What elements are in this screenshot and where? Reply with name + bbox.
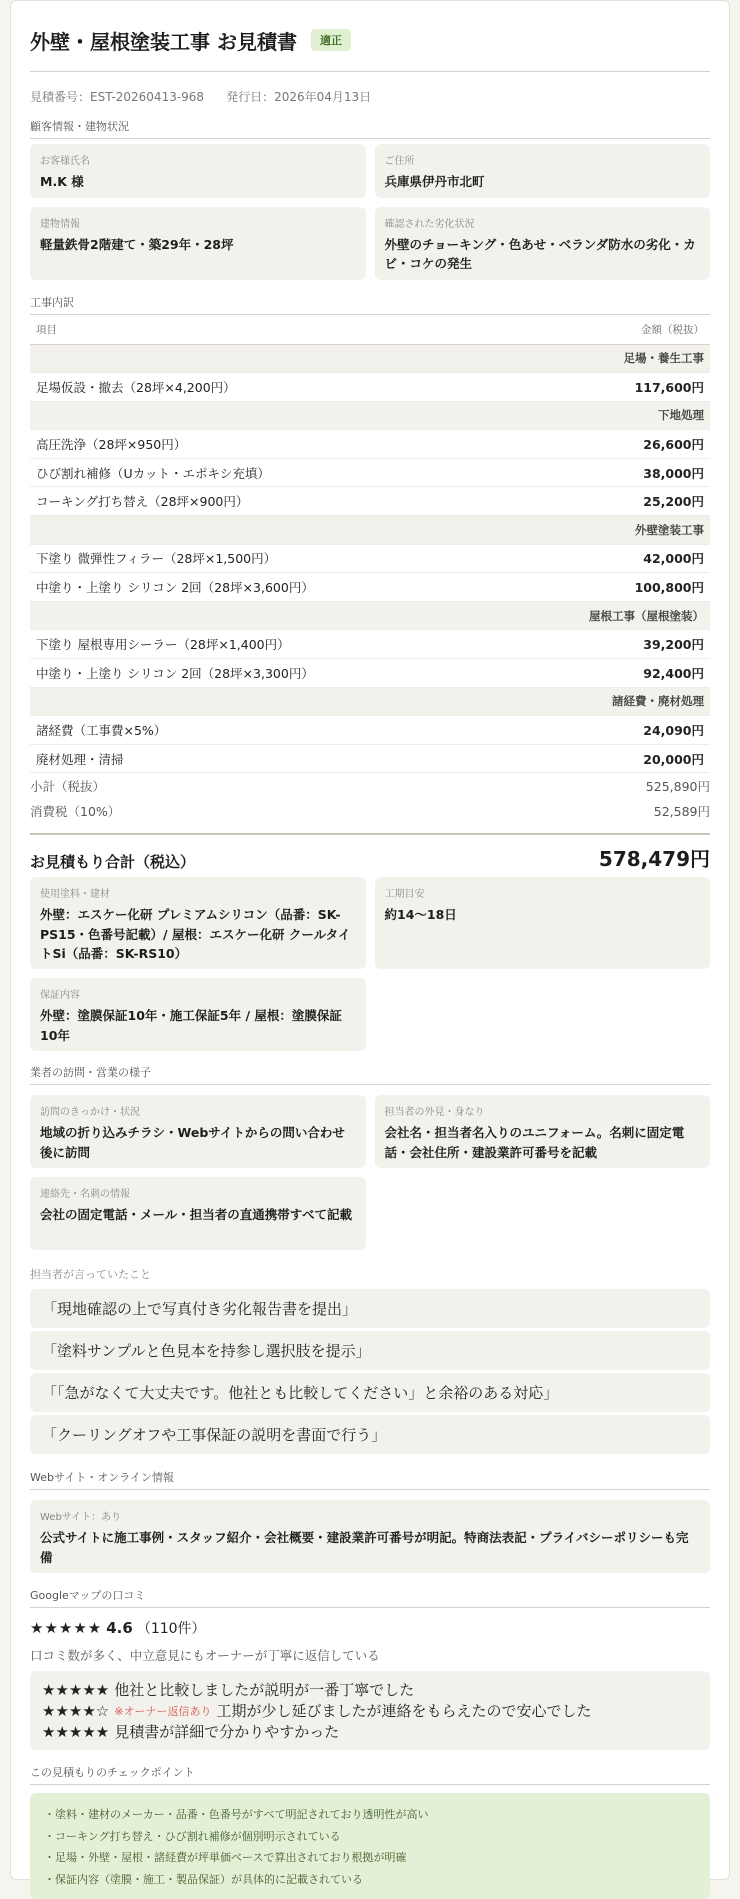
title-row [30, 23, 710, 57]
total-row [30, 846, 710, 872]
customer-name-card [30, 144, 366, 198]
checkpoint-item: ・保証内容（塗膜・施工・製品保証）が具体的に記載されている [44, 1872, 363, 1886]
item-name: 高圧洗浄（28坪×950円） [30, 430, 561, 459]
review-item [42, 1700, 698, 1721]
period-card [375, 877, 711, 969]
visit-trigger-card [30, 1095, 366, 1168]
google-rating [30, 1617, 710, 1639]
item-amount: 38,000円 [561, 458, 710, 487]
status-badge: 適正 [311, 29, 351, 51]
checkpoint-item: ・コーキング打ち替え・ひび割れ補修が個別明示されている [44, 1829, 341, 1843]
estimate-document [10, 0, 730, 1886]
item-amount: 26,600円 [561, 430, 710, 459]
category-label: 足場・養生工事 [30, 344, 710, 373]
contact-info: 会社の固定電話・メール・担当者の直通携帯すべて記載 [40, 1207, 353, 1223]
website-info: 公式サイトに施工事例・スタッフ紹介・会社概要・建設業許可番号が明記。特商法表記・プライバシーポリシーも完備 [40, 1530, 689, 1565]
appearance-card [375, 1095, 711, 1168]
customer-name-label: お客様氏名 [40, 156, 90, 167]
section-customer: 顧客情報・建物状況 [30, 118, 710, 139]
website-label: Webサイト：あり [40, 1512, 122, 1524]
damage-info: 外壁のチョーキング・色あせ・ベランダ防水の劣化・カビ・コケの発生 [384, 237, 696, 272]
category-row [30, 401, 710, 430]
category-label: 外壁塗装工事 [30, 516, 710, 545]
section-checkpoints: この見積もりのチェックポイント [30, 1764, 710, 1785]
table-row [30, 630, 710, 659]
rating-count: （110件） [136, 1621, 206, 1638]
warranty-card [30, 978, 366, 1051]
appearance-label: 担当者の外見・身なり [384, 1107, 485, 1119]
damage-label: 確認された劣化状況 [384, 219, 475, 230]
estimate-meta [30, 88, 710, 104]
customer-grid [30, 144, 710, 280]
review-stars: ★★★★★ [42, 1680, 110, 1699]
quote-item: 「「急がなくて大丈夫です。他社とも比較してください」と余裕のある対応」 [30, 1373, 710, 1412]
warranty-info: 外壁：塗膜保証10年・施工保証5年 / 屋根：塗膜保証10年 [40, 1008, 342, 1043]
customer-address-card [375, 144, 711, 198]
item-amount: 25,200円 [561, 487, 710, 516]
review-text: 他社と比較しましたが説明が一番丁寧でした [114, 1681, 415, 1700]
table-header-row [30, 316, 710, 344]
item-amount: 39,200円 [561, 630, 710, 659]
subtotal-value: 525,890円 [645, 778, 710, 794]
review-stars: ★★★★★ [42, 1722, 110, 1741]
table-row [30, 487, 710, 516]
visit-trigger-label: 訪問のきっかけ・状況 [40, 1107, 140, 1119]
item-amount: 117,600円 [561, 373, 710, 402]
total-label: お見積もり合計（税込） [30, 853, 196, 872]
subtotal-label: 小計（税抜） [30, 778, 106, 794]
item-name: 中塗り・上塗り シリコン 2回（28坪×3,300円） [30, 659, 561, 688]
review-stars: ★★★★☆ [42, 1701, 110, 1720]
page-title: 外壁・屋根塗装工事 お見積書 [30, 29, 297, 54]
category-label: 屋根工事（屋根塗装） [30, 601, 710, 630]
category-row [30, 344, 710, 373]
item-name: 廃材処理・清掃 [30, 744, 561, 773]
quote-item: 「現地確認の上で写真付き劣化報告書を提出」 [30, 1289, 710, 1328]
section-work: 工事内訳 [30, 294, 710, 315]
quote-list [30, 1289, 710, 1454]
table-row [30, 458, 710, 487]
website-card [30, 1500, 710, 1573]
subtotal-row [30, 773, 710, 798]
item-amount: 20,000円 [561, 744, 710, 773]
checkpoint-item: ・塗料・建材のメーカー・品番・色番号がすべて明記されており透明性が高い [44, 1808, 429, 1822]
tax-value: 52,589円 [653, 803, 710, 819]
estimate-number: 見積番号：EST-20260413-968 [30, 90, 205, 104]
table-row [30, 430, 710, 459]
section-visit: 業者の訪問・営業の様子 [30, 1064, 710, 1085]
divider [30, 71, 710, 72]
category-row [30, 601, 710, 630]
item-name: 足場仮設・撤去（28坪×4,200円） [30, 373, 561, 402]
section-website: Webサイト・オンライン情報 [30, 1469, 710, 1490]
item-amount: 42,000円 [561, 544, 710, 573]
section-google: Googleマップの口コミ [30, 1587, 710, 1608]
building-label: 建物情報 [40, 219, 80, 230]
table-row [30, 573, 710, 602]
checkpoint-list [30, 1793, 710, 1899]
category-row [30, 687, 710, 716]
item-name: コーキング打ち替え（28坪×900円） [30, 487, 561, 516]
review-text: 見積書が詳細で分かりやすかった [114, 1723, 340, 1742]
review-item [42, 1679, 698, 1700]
issue-date: 発行日：2026年04月13日 [226, 90, 372, 104]
item-name: ひび割れ補修（Uカット・エポキシ充填） [30, 458, 561, 487]
owner-reply-tag: ※オーナー返信あり [114, 1704, 212, 1718]
category-label: 諸経費・廃材処理 [30, 687, 710, 716]
table-row [30, 544, 710, 573]
damage-card [375, 207, 711, 280]
visit-grid [30, 1095, 710, 1250]
material-card [30, 877, 366, 969]
building-card [30, 207, 366, 280]
details-grid [30, 877, 710, 1051]
customer-name: M.K 様 [40, 174, 84, 189]
item-name: 諸経費（工事費×5%） [30, 716, 561, 745]
col-item-header: 項目 [30, 316, 561, 344]
table-row [30, 716, 710, 745]
tax-label: 消費税（10%） [30, 803, 121, 819]
tax-row [30, 798, 710, 823]
building-info: 軽量鉄骨2階建て・築29年・28坪 [40, 237, 234, 252]
total-divider [30, 833, 710, 835]
customer-address-label: ご住所 [384, 156, 415, 167]
section-quotes: 担当者が言っていたこと [30, 1268, 151, 1282]
rating-score: 4.6 [106, 1619, 133, 1638]
category-row [30, 516, 710, 545]
visit-trigger: 地域の折り込みチラシ・Webサイトからの問い合わせ後に訪問 [40, 1125, 345, 1160]
material-label: 使用塗料・建材 [40, 889, 110, 901]
total-value: 578,479円 [598, 847, 710, 872]
col-amount-header: 金額（税抜） [561, 316, 710, 344]
review-text: 工期が少し延びましたが連絡をもらえたので安心でした [216, 1702, 592, 1721]
checkpoint-item: ・足場・外壁・屋根・諸経費が坪単価ベースで算出されており根拠が明確 [44, 1851, 407, 1865]
work-table [30, 316, 710, 773]
appearance-info: 会社名・担当者名入りのユニフォーム。名刺に固定電話・会社住所・建設業許可番号を記載 [384, 1125, 685, 1160]
item-name: 下塗り 微弾性フィラー（28坪×1,500円） [30, 544, 561, 573]
contact-card [30, 1177, 366, 1250]
item-amount: 100,800円 [561, 573, 710, 602]
table-row [30, 659, 710, 688]
table-row [30, 744, 710, 773]
item-name: 下塗り 屋根専用シーラー（28坪×1,400円） [30, 630, 561, 659]
item-amount: 92,400円 [561, 659, 710, 688]
rating-stars: ★★★★★ [30, 1619, 103, 1638]
period-info: 約14〜18日 [384, 907, 457, 923]
warranty-label: 保証内容 [40, 990, 80, 1002]
review-item [42, 1721, 698, 1742]
quote-item: 「塗料サンプルと色見本を持参し選択肢を提示」 [30, 1331, 710, 1370]
item-name: 中塗り・上塗り シリコン 2回（28坪×3,600円） [30, 573, 561, 602]
table-row [30, 373, 710, 402]
material-info: 外壁：エスケー化研 プレミアムシリコン（品番：SK-PS15・色番号記載）/ 屋根：エスケー化研 クールタイトSi（品番：SK-RS10） [40, 907, 351, 962]
customer-address: 兵庫県伊丹市北町 [384, 174, 485, 189]
category-label: 下地処理 [30, 401, 710, 430]
review-list [30, 1671, 710, 1750]
item-amount: 24,090円 [561, 716, 710, 745]
google-note: 口コミ数が多く、中立意見にもオーナーが丁寧に返信している [30, 1648, 380, 1664]
quote-item: 「クーリングオフや工事保証の説明を書面で行う」 [30, 1415, 710, 1454]
contact-label: 連絡先・名刺の情報 [40, 1189, 130, 1201]
period-label: 工期目安 [384, 889, 425, 901]
